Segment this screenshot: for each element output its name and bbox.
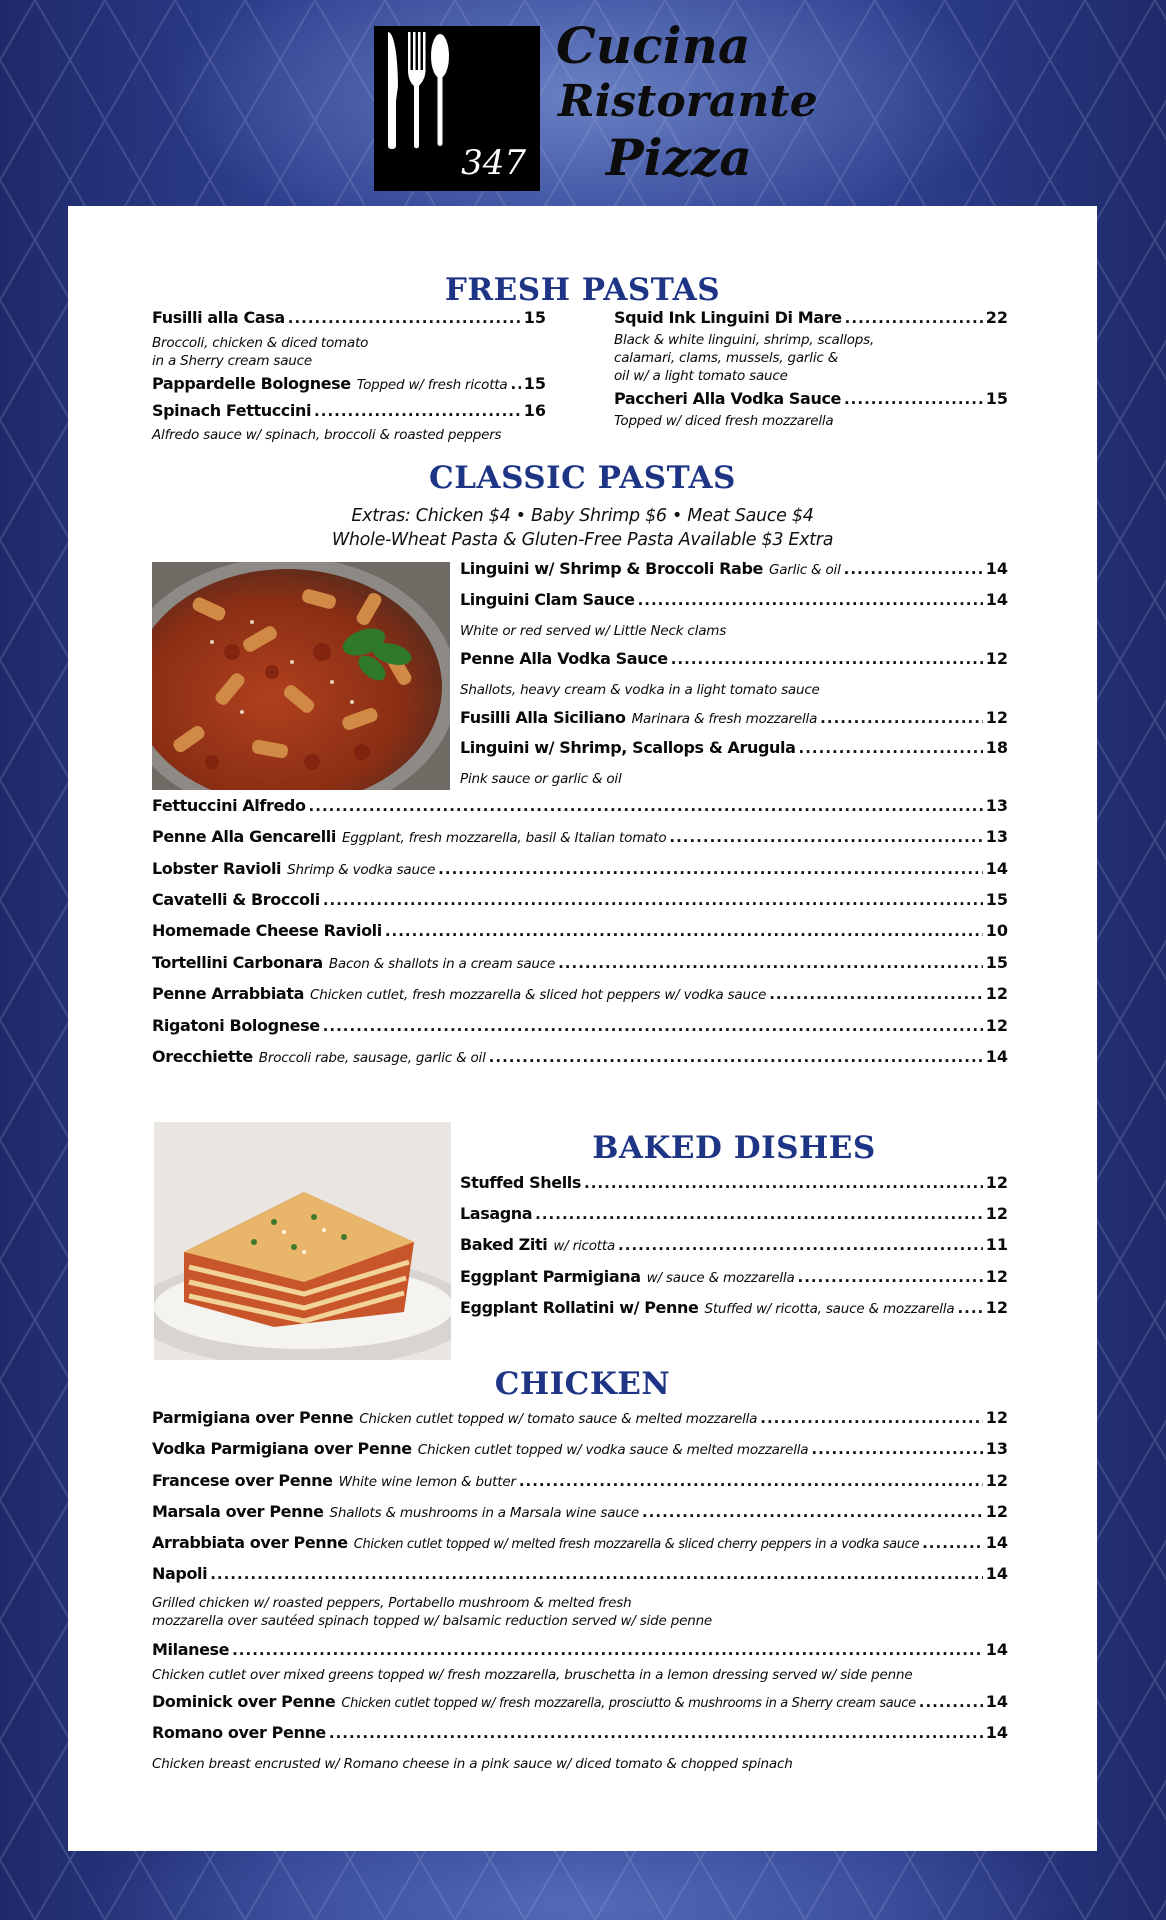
item-inline-description: Garlic & oil [768,562,841,578]
logo-emblem [374,26,540,191]
menu-item [460,738,1008,764]
item-name: Arrabbiata over Penne [152,1533,348,1552]
dot-leader [922,1534,983,1552]
item-inline-description: w/ sauce & mozzarella [646,1270,795,1286]
menu-item [460,708,1008,734]
item-price: 14 [985,1047,1008,1066]
item-description: Shallots, heavy cream & vodka in a light tomato sauce [460,682,820,698]
dot-leader [820,709,983,727]
item-name: Pappardelle Bolognese [152,374,351,393]
item-description: Chicken breast encrusted w/ Romano cheese in a pink sauce w/ diced tomato & chopped spinach [152,1756,793,1772]
menu-item [460,1267,1008,1293]
item-price: 22 [985,308,1008,327]
dot-leader [919,1693,983,1711]
item-price: 15 [523,374,546,393]
menu-item [152,796,1008,822]
item-name: Lobster Ravioli [152,859,282,878]
item-price: 12 [985,984,1008,1003]
menu-item [152,1502,1008,1528]
item-name: Stuffed Shells [460,1173,582,1192]
item-price: 13 [985,1439,1008,1458]
item-name: Cavatelli & Broccoli [152,890,320,909]
dot-leader [669,828,982,846]
item-price: 14 [985,1692,1008,1711]
item-price: 12 [985,1173,1008,1192]
item-inline-description: Bacon & shallots in a cream sauce [328,956,556,972]
item-description: Chicken cutlet over mixed greens topped w/ fresh mozzarella, bruschetta in a lemon dressing served w/ side penne [152,1667,913,1683]
item-description: oil w/ a light tomato sauce [614,368,788,384]
lasagna-photo [154,1122,451,1360]
item-price: 12 [985,1016,1008,1035]
item-name: Fusilli Alla Siciliano [460,708,626,727]
dot-leader [957,1299,982,1317]
menu-item [152,859,1008,885]
section-title-classic-pastas: CLASSIC PASTAS [429,460,736,496]
dot-leader [844,390,983,408]
dot-leader [329,1724,983,1742]
dot-leader [323,891,983,909]
item-name: Eggplant Parmigiana [460,1267,641,1286]
menu-item [460,1204,1008,1230]
dot-leader [558,954,983,972]
menu-item [152,1408,1008,1434]
item-price: 15 [985,953,1008,972]
extras-note-2: Whole-Wheat Pasta & Gluten-Free Pasta Available $3 Extra [331,530,834,550]
brand-line-1: Cucina [556,16,751,75]
item-description: Black & white linguini, shrimp, scallops, [614,332,875,348]
item-price: 14 [985,859,1008,878]
dot-leader [799,739,983,757]
item-price: 14 [985,559,1008,578]
item-price: 13 [985,796,1008,815]
extras-note: Extras: Chicken $4 • Baby Shrimp $6 • Meat Sauce $4 [351,506,814,526]
item-name: Napoli [152,1564,208,1583]
item-name: Homemade Cheese Ravioli [152,921,382,940]
item-price: 12 [985,1267,1008,1286]
item-name: Linguini w/ Shrimp & Broccoli Rabe [460,559,763,578]
dot-leader [638,591,983,609]
section-title-chicken: CHICKEN [494,1366,671,1402]
logo-number: 347 [461,143,526,183]
menu-item [152,1533,1008,1559]
item-name: Linguini Clam Sauce [460,590,635,609]
item-inline-description: Stuffed w/ ricotta, sauce & mozzarella [704,1301,955,1317]
item-price: 12 [985,1298,1008,1317]
item-name: Penne Alla Vodka Sauce [460,649,668,668]
menu-item [152,1564,1008,1590]
menu-item [614,308,1008,334]
item-price: 18 [985,738,1008,757]
item-description: Grilled chicken w/ roasted peppers, Portabello mushroom & melted fresh [152,1595,632,1611]
dot-leader [385,922,983,940]
item-name: Baked Ziti [460,1235,548,1254]
menu-item [614,389,1008,415]
item-price: 10 [985,921,1008,940]
item-price: 12 [985,1204,1008,1223]
dot-leader [769,985,983,1003]
item-inline-description: Shallots & mushrooms in a Marsala wine sauce [329,1505,639,1521]
dot-leader [798,1268,983,1286]
item-description: Pink sauce or garlic & oil [460,771,622,787]
item-name: Lasagna [460,1204,533,1223]
item-price: 15 [985,890,1008,909]
section-title-baked-dishes: BAKED DISHES [592,1130,876,1166]
item-name: Orecchiette [152,1047,253,1066]
dot-leader [309,797,983,815]
dot-leader [844,560,983,578]
menu-item [460,1173,1008,1199]
item-description: White or red served w/ Little Neck clams [460,623,727,639]
item-inline-description: Marinara & fresh mozzarella [631,711,818,727]
menu-item [152,1439,1008,1465]
item-price: 14 [985,1723,1008,1742]
item-name: Tortellini Carbonara [152,953,323,972]
dot-leader [845,309,983,327]
item-name: Penne Arrabbiata [152,984,304,1003]
brand-line-2: Ristorante [558,76,818,127]
item-price: 13 [985,827,1008,846]
menu-item [152,1640,1008,1666]
item-name: Marsala over Penne [152,1502,324,1521]
menu-item [152,1471,1008,1497]
dot-leader [671,650,983,668]
menu-item [152,890,1008,916]
dot-leader [438,860,983,878]
dot-leader [288,309,521,327]
item-name: Romano over Penne [152,1723,326,1742]
dot-leader [232,1641,983,1659]
menu-item [152,308,546,334]
menu-item [152,827,1008,853]
dot-leader [314,402,521,420]
menu-item [152,1047,1008,1073]
pasta-bolognese-photo [152,562,450,790]
menu-item [152,374,546,400]
menu-item [460,559,1008,585]
menu-item [460,1235,1008,1261]
item-price: 14 [985,1533,1008,1552]
item-name: Parmigiana over Penne [152,1408,354,1427]
item-inline-description: Broccoli rabe, sausage, garlic & oil [258,1050,486,1066]
item-price: 14 [985,1640,1008,1659]
restaurant-name [556,18,816,186]
dot-leader [760,1409,982,1427]
dot-leader [642,1503,983,1521]
item-name: Linguini w/ Shrimp, Scallops & Arugula [460,738,796,757]
dot-leader [519,1472,983,1490]
menu-item [152,921,1008,947]
menu-item [152,984,1008,1010]
item-name: Eggplant Rollatini w/ Penne [460,1298,699,1317]
item-inline-description: Chicken cutlet topped w/ vodka sauce & melted mozzarella [417,1442,809,1458]
item-name: Penne Alla Gencarelli [152,827,336,846]
item-price: 14 [985,1564,1008,1583]
dot-leader [323,1017,983,1035]
item-price: 15 [985,389,1008,408]
item-inline-description: Shrimp & vodka sauce [287,862,436,878]
dot-leader [535,1205,983,1223]
menu-item [152,401,546,427]
item-name: Milanese [152,1640,230,1659]
item-price: 12 [985,1408,1008,1427]
spoon-icon [431,34,449,146]
item-name: Squid Ink Linguini Di Mare [614,308,842,327]
item-description: Topped w/ diced fresh mozzarella [614,413,834,429]
item-price: 12 [985,649,1008,668]
dot-leader [210,1565,983,1583]
item-inline-description: Eggplant, fresh mozzarella, basil & Italian tomato [341,830,667,846]
item-inline-description: Chicken cutlet topped w/ melted fresh mozzarella & sliced cherry peppers in a vodka sauce [353,1537,920,1552]
menu-item [152,1723,1008,1749]
brand-line-3: Pizza [606,128,752,187]
item-description: in a Sherry cream sauce [152,353,312,369]
item-name: Spinach Fettuccini [152,401,312,420]
item-name: Dominick over Penne [152,1692,336,1711]
item-name: Rigatoni Bolognese [152,1016,320,1035]
menu-item [152,1016,1008,1042]
item-inline-description: White wine lemon & butter [338,1474,516,1490]
item-inline-description: Topped w/ fresh ricotta [356,377,508,393]
knife-icon [388,32,398,149]
item-description: calamari, clams, mussels, garlic & [614,350,839,366]
menu-item [152,953,1008,979]
menu-item [460,649,1008,675]
item-price: 11 [985,1235,1008,1254]
item-price: 12 [985,1502,1008,1521]
item-name: Fettuccini Alfredo [152,796,306,815]
item-price: 14 [985,590,1008,609]
item-description: Broccoli, chicken & diced tomato [152,335,369,351]
item-name: Francese over Penne [152,1471,333,1490]
item-name: Paccheri Alla Vodka Sauce [614,389,841,408]
item-inline-description: Chicken cutlet, fresh mozzarella & sliced hot peppers w/ vodka sauce [309,987,767,1003]
menu-panel [68,206,1097,1851]
menu-item [460,590,1008,616]
item-price: 16 [523,401,546,420]
menu-item [460,1298,1008,1324]
dot-leader [489,1048,983,1066]
item-price: 12 [985,1471,1008,1490]
item-price: 15 [523,308,546,327]
dot-leader [584,1174,983,1192]
item-inline-description: Chicken cutlet topped w/ fresh mozzarella, prosciutto & mushrooms in a Sherry cream sauce [341,1696,916,1711]
item-inline-description: w/ ricotta [553,1238,616,1254]
fork-icon [408,32,426,148]
dot-leader [510,375,520,393]
item-description: mozzarella over sautéed spinach topped w/ balsamic reduction served w/ side penne [152,1613,713,1629]
section-title-fresh-pastas: FRESH PASTAS [444,272,721,308]
item-name: Fusilli alla Casa [152,308,285,327]
item-price: 12 [985,708,1008,727]
item-inline-description: Chicken cutlet topped w/ tomato sauce & melted mozzarella [359,1411,758,1427]
dot-leader [811,1440,982,1458]
item-name: Vodka Parmigiana over Penne [152,1439,412,1458]
item-description: Alfredo sauce w/ spinach, broccoli & roasted peppers [152,427,502,443]
dot-leader [618,1236,983,1254]
menu-item [152,1692,1008,1718]
